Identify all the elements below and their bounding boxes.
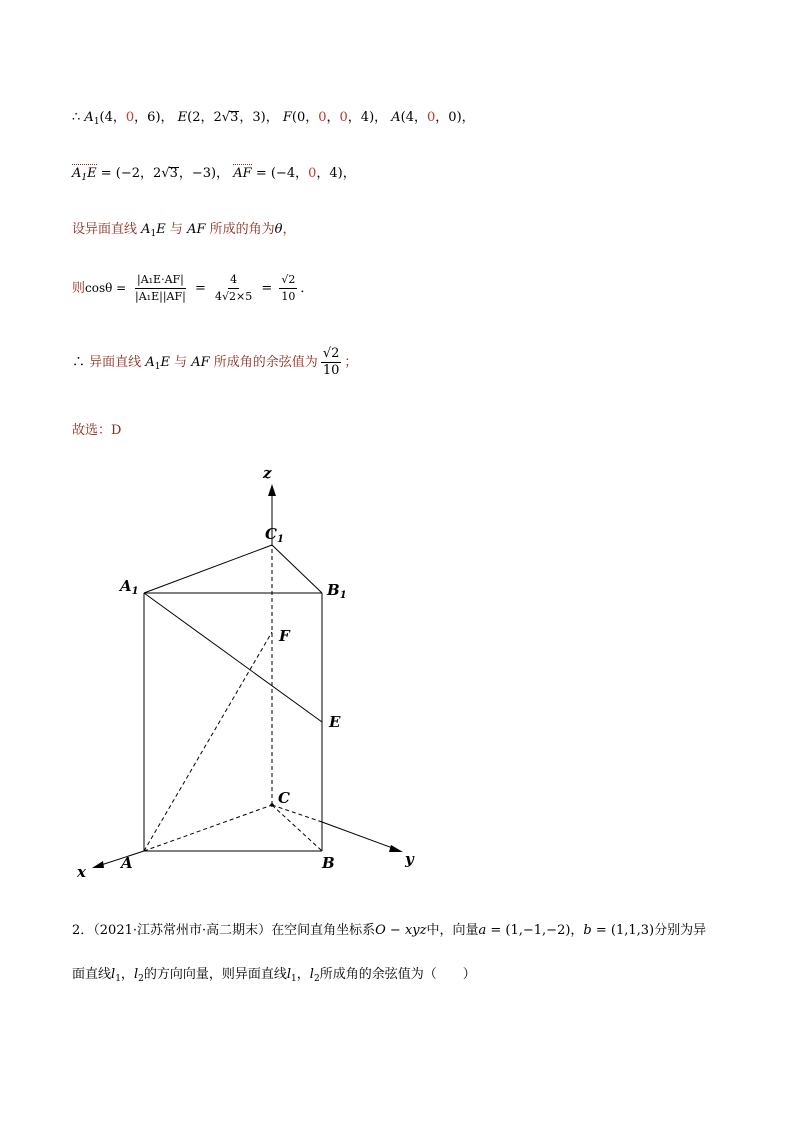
fraction-conclusion: $\frac{√2}{10}$ xyxy=(322,346,340,378)
label-b1: $B_1$ xyxy=(327,581,347,601)
fraction-4-over: $\frac{4}{4√2\times 5}$ xyxy=(215,273,253,303)
question-2-line-2: 面直线$l_1$，$l_2$的方向向量，则异面直线$l_1$，$l_2$所成角的余弦值为（ ） xyxy=(72,967,476,984)
label-z: z xyxy=(263,464,272,482)
label-y: y xyxy=(405,850,414,868)
label-c: C xyxy=(278,789,290,807)
solution-line-cosine: 则cosθ = $\frac{\text{|A₁E·AF|}}{\text{|A₁E||AF|}}$ = $\frac{4}{4√2\times 5}$ = $\frac{√2}{10}$ ． xyxy=(72,273,314,303)
vector-b: b xyxy=(583,923,592,938)
solution-line-angle-def: 设异面直线 $A_1E$ 与 AF 所成的角为θ， xyxy=(72,222,296,239)
label-a: A xyxy=(121,854,133,872)
label-f: F xyxy=(279,627,290,645)
vector-af: AF xyxy=(233,166,252,181)
label-c1: $C_1$ xyxy=(265,525,284,545)
label-b: B xyxy=(322,854,335,872)
y-axis xyxy=(272,805,322,822)
label-a1: $A_1$ xyxy=(120,577,139,597)
fraction-result: $\frac{√2}{10}$ xyxy=(281,273,296,303)
label-x: x xyxy=(77,863,86,881)
fraction-dot-over-norms: $\frac{\text{|A₁E·AF|}}{\text{|A₁E||AF|}}$ xyxy=(135,273,186,303)
vector-a1e: $A_1E$ xyxy=(72,166,97,183)
label-e: E xyxy=(329,713,341,731)
question-2-line-1: 2．（2021·江苏常州市·高二期末）在空间直角坐标系O − xyz中，向量a = (1,−1,−2)，b = (1,1,3)分别为异 xyxy=(72,923,707,938)
therefore-symbol: ∴ xyxy=(72,110,81,125)
solution-line-conclusion: ∴ 异面直线 $A_1E$ 与 AF 所成角的余弦值为 $\frac{√2}{10}$ ； xyxy=(72,346,358,378)
vector-a: a xyxy=(478,923,487,938)
solution-line-vectors: $A_1E = (-2$，2√3，−3)， AF = (−4，0，4)， xyxy=(72,166,356,183)
solution-line-coords: ∴ $A_1(4$，0，6)， E(2，2√3，3)， F(0，0，0，4)， A(4，0，0)， xyxy=(72,110,475,127)
answer-line: 故选：D xyxy=(72,423,122,438)
